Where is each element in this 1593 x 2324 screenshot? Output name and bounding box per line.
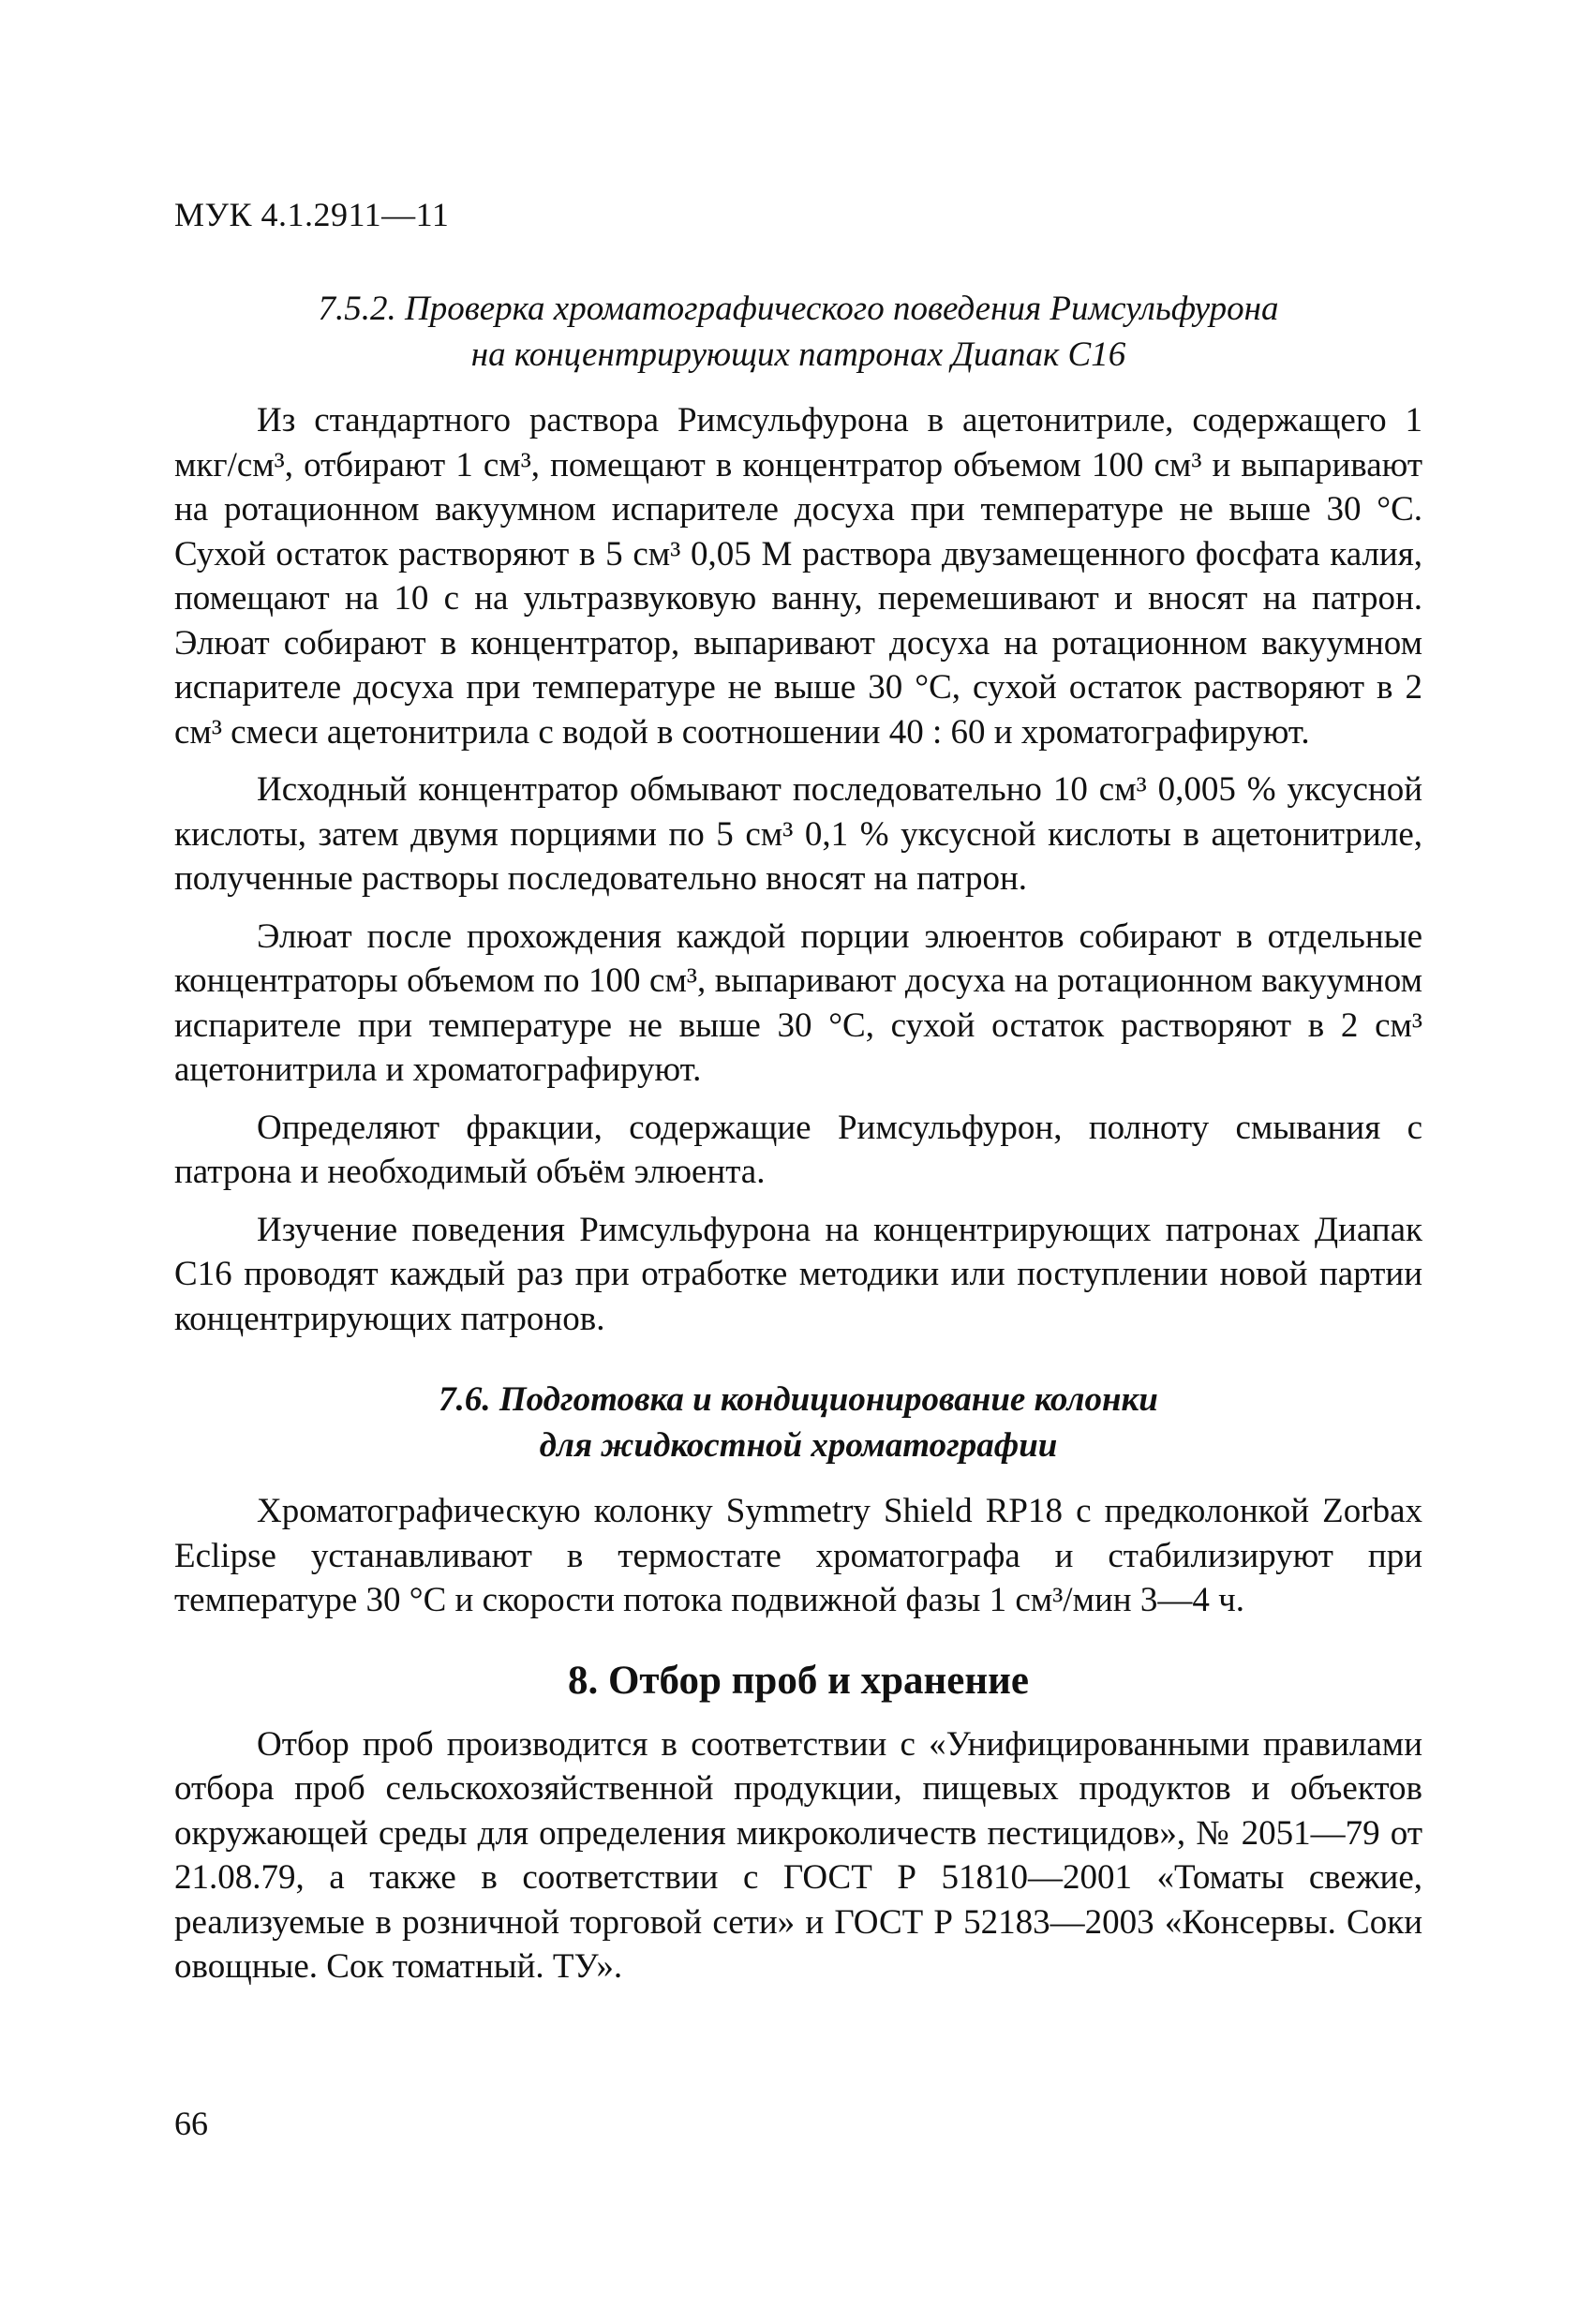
page-number: 66 <box>174 2105 208 2142</box>
paragraph: Определяют фракции, содержащие Римсульфурон, полноту смывания с патрона и необходимый объём элюента. <box>174 1108 1422 1191</box>
page-content <box>174 286 1422 2003</box>
paragraph: Отбор проб производится в соответствии с «Унифицированными правилами отбора проб сельскохозяйственной продукции, пищевых продуктов и объектов окружающей среды для определения микроколичеств пестицидов», № 2051—79 от 21.08.79, а также в соответствии с ГОСТ Р 51810—2001 «Томаты свежие, реализуемые в розничной торговой сети» и ГОСТ Р 52183—2003 «Консервы. Соки овощные. Сок томатный. ТУ». <box>174 1724 1422 1986</box>
section-heading-8: 8. Отбор проб и хранение <box>567 1658 1030 1703</box>
subsection-heading-7-5-2 <box>174 286 1422 378</box>
paragraph: Элюат после прохождения каждой порции элюентов собирают в отдельные концентраторы объемом по 100 см³, выпаривают досуха на ротационном вакуумном испарителе при температуре не выше 30 °С, сухой остаток растворяют в 2 см³ ацетонитрила и хроматографируют. <box>174 916 1422 1089</box>
subsection-heading-line: для жидкостной хроматографии <box>539 1426 1058 1465</box>
subsection-heading-line: 7.6. Подготовка и кондиционирование колонки <box>439 1380 1158 1419</box>
subsection-heading-line: на концентрирующих патронах Диапак С16 <box>470 335 1126 374</box>
paragraph: Из стандартного раствора Римсульфурона в ацетонитриле, содержащего 1 мкг/см³, отбирают 1 см³, помещают в концентратор объемом 100 см³ и выпаривают на ротационном вакуумном испарителе досуха при температуре не выше 30 °С. Сухой остаток растворяют в 5 см³ 0,05 М раствора двузамещенного фосфата калия, помещают на 10 с на ультразвуковую ванну, перемешивают и вносят на патрон. Элюат собирают в концентратор, выпаривают досуха на ротационном вакуумном испарителе досуха при температуре не выше 30 °С, сухой остаток растворяют в 2 см³ смеси ацетонитрила с водой в соотношении 40 : 60 и хроматографируют. <box>174 401 1422 752</box>
paragraph: Исходный концентратор обмывают последовательно 10 см³ 0,005 % уксусной кислоты, затем двумя порциями по 5 см³ 0,1 % уксусной кислоты в ацетонитриле, полученные растворы последовательно вносят на патрон. <box>174 770 1422 898</box>
paragraph: Изучение поведения Римсульфурона на концентрирующих патронах Диапак С16 проводят каждый раз при отработке методики или поступлении новой партии концентрирующих патронов. <box>174 1210 1422 1338</box>
running-header: МУК 4.1.2911—11 <box>174 196 450 233</box>
subsection-heading-7-6 <box>174 1377 1422 1468</box>
subsection-heading-line: 7.5.2. Проверка хроматографического поведения Римсульфурона <box>318 290 1279 328</box>
paragraph: Хроматографическую колонку Symmetry Shield RP18 с предколонкой Zorbax Eclipse устанавливают в термостате хроматографа и стабилизируют при температуре 30 °С и скорости потока подвижной фазы 1 см³/мин 3—4 ч. <box>174 1492 1422 1619</box>
